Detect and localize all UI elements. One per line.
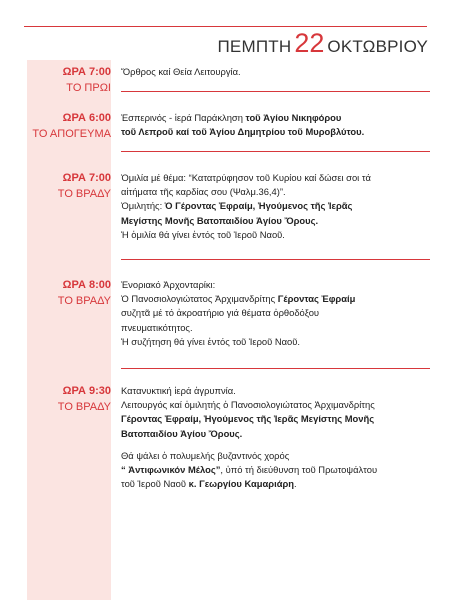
event-3-speaker-label: Ὁμιλητής:	[121, 200, 165, 212]
event-4-line1: Ἐνοριακό Ἀρχονταρίκι:	[121, 279, 216, 290]
time-sidebar	[27, 60, 111, 600]
event-5-line3-bold: Γέροντας Ἐφραίμ, Ἡγούμενος τῆς Ἱερᾶς Μεγίστης Μονῆς	[121, 413, 375, 425]
event-5-line5: Θά ψάλει ὁ πολυμελής βυζαντινός χορός	[121, 449, 290, 461]
event-5-choir-name: “ Ἀντιφωνικόν Μέλος”	[121, 464, 221, 476]
event-5-time: ΩΡΑ 9:30	[62, 385, 111, 397]
event-4-divider	[121, 368, 430, 369]
event-1-line: Ὄρθρος καί Θεία Λειτουργία.	[121, 66, 241, 77]
event-2-time-block	[27, 111, 111, 141]
event-5-description	[121, 384, 430, 491]
event-3-speaker: Ὁ Γέροντας Ἐφραίμ, Ἡγούμενος τῆς Ἱερᾶς	[164, 200, 353, 212]
event-5-line4-bold: Βατοπαιδίου Ἁγίου Ὄρους.	[121, 427, 243, 439]
event-4-line4: πνευματικότητος.	[121, 321, 193, 333]
event-3-divider	[121, 259, 430, 260]
event-4-period: ΤΟ ΒΡΑΔΥ	[57, 295, 111, 307]
event-3-description	[121, 171, 430, 242]
event-1-time-block	[27, 65, 111, 95]
top-divider	[24, 26, 427, 27]
page-title	[217, 30, 428, 57]
event-4-line2: Ὁ Πανοσιολογιώτατος Ἀρχιμανδρίτης	[121, 293, 278, 305]
event-4-line2-bold: Γέροντας Ἐφραίμ	[277, 293, 356, 305]
event-4-line3: συζητᾶ μέ τό ἀκροατήριο γιά θέματα ὀρθοδόξου	[121, 307, 320, 319]
event-5-choir-direction: , ὑπό τή διεύθυνση τοῦ Πρωτοψάλτου	[220, 464, 378, 476]
event-2-time: ΩΡΑ 6:00	[62, 112, 111, 124]
event-4-note: Ἡ συζήτηση θά γίνει ἐντός τοῦ Ἱεροῦ Ναοῦ.	[121, 335, 301, 347]
event-5-cantor-name: κ. Γεωργίου Καμαριάρη	[188, 478, 294, 490]
event-1-time: ΩΡΑ 7:00	[62, 66, 111, 78]
event-2-divider	[121, 151, 430, 152]
event-1-divider	[121, 91, 430, 92]
event-3-time-block	[27, 171, 111, 201]
event-1-description	[121, 65, 430, 79]
event-3-line1: Ὁμιλία μέ θέμα: “Κατατρύφησον τοῦ Κυρίου καί δώσει σοι τά	[121, 172, 371, 183]
event-3-time: ΩΡΑ 7:00	[62, 172, 111, 184]
event-5-line7-end: .	[294, 478, 297, 490]
event-3-line2: αἰτήματα τῆς καρδίας σου (Ψαλμ.36,4)”.	[121, 186, 286, 198]
title-month: ΟΚΤΩΒΡΙΟΥ	[327, 37, 428, 56]
event-4-time-block	[27, 278, 111, 308]
event-1-period: ΤΟ ΠΡΩΙ	[66, 82, 111, 94]
event-2-description	[121, 111, 430, 139]
event-2-line1: Ἑσπερινός - ἱερά Παράκληση	[121, 112, 246, 123]
event-3-speaker-cont: Μεγίστης Μονῆς Βατοπαιδίου Ἁγίου Ὄρους.	[121, 214, 319, 226]
event-5-line1: Κατανυκτική ἱερά ἀγρυπνία.	[121, 385, 236, 396]
event-4-time: ΩΡΑ 8:00	[62, 279, 111, 291]
event-5-line2: Λειτουργός καί ὁμιλητής ὁ Πανοσιολογιώτατος Ἀρχιμανδρίτης	[121, 399, 375, 411]
event-2-line1-bold: τοῦ Ἁγίου Νικηφόρου	[245, 112, 342, 123]
event-5-line7: τοῦ Ἱεροῦ Ναοῦ	[121, 478, 189, 490]
event-3-period: ΤΟ ΒΡΑΔΥ	[57, 188, 111, 200]
title-day: ΠΕΜΠΤΗ	[217, 37, 292, 56]
event-2-line2-bold: τοῦ Λεπροῦ καί τοῦ Ἁγίου Δημητρίου τοῦ Μυροβλύτου.	[121, 126, 365, 138]
event-4-description	[121, 278, 430, 349]
event-2-period: ΤΟ ΑΠΟΓΕΥΜΑ	[32, 128, 111, 140]
event-5-period: ΤΟ ΒΡΑΔΥ	[57, 401, 111, 413]
event-3-note: Ἡ ὁμιλία θά γίνει ἐντός τοῦ Ἱεροῦ Ναοῦ.	[121, 228, 285, 240]
event-5-time-block	[27, 384, 111, 414]
title-day-number: 22	[294, 28, 325, 58]
